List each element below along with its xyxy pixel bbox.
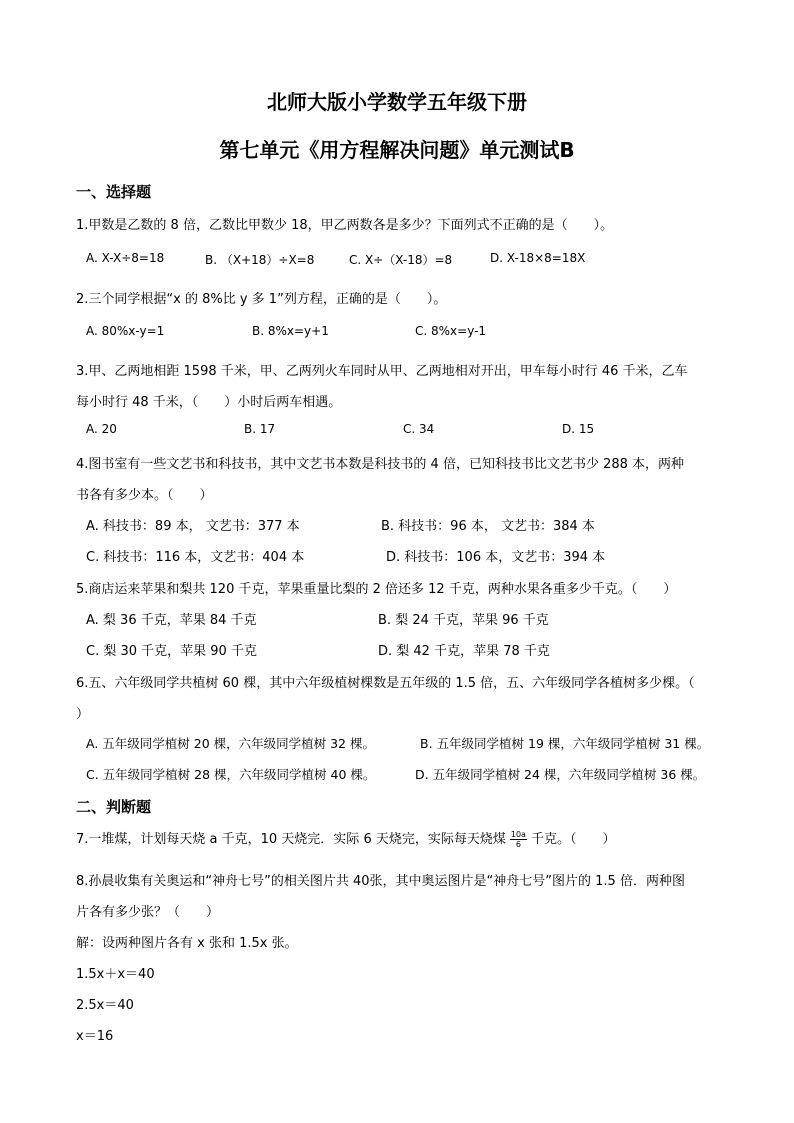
q4-option-d: D. 科技书：106 本，文艺书：394 本 [386, 550, 606, 565]
q6-option-d: D. 五年级同学植树 24 棵，六年级同学植树 36 棵。 [415, 767, 706, 782]
solution-line-2: 1.5x＋x＝40 [76, 967, 155, 982]
q5-option-a: A. 梨 36 千克，苹果 84 千克 [86, 613, 257, 628]
q5-option-c: C. 梨 30 千克，苹果 90 千克 [86, 644, 257, 659]
page-title: 北师大版小学数学五年级下册 [267, 90, 527, 114]
q2-option-a: A. 80%x-y=1 [86, 324, 165, 338]
solution-line-3: 2.5x＝40 [76, 998, 134, 1013]
fraction [510, 830, 527, 849]
q5-option-d: D. 梨 42 千克，苹果 78 千克 [378, 644, 550, 659]
question-7-tail: 千克。（ ） [530, 832, 616, 847]
fraction-denominator: 6 [515, 840, 521, 849]
q1-option-b: B. （X+18）÷X=8 [205, 253, 315, 267]
q3-option-c: C. 34 [403, 422, 435, 436]
question-8-line-1: 8.孙晨收集有关奥运和“神舟七号”的相关图片共 40张，其中奥运图片是“神舟七号”图片的 1.5 倍．两种图 [76, 874, 685, 889]
q1-option-d: D. X-18×8=18X [490, 251, 586, 265]
section-heading-choice: 一、选择题 [76, 183, 152, 201]
q4-option-b: B. 科技书：96 本， 文艺书：384 本 [381, 519, 595, 534]
solution-line-1: 解：设两种图片各有 x 张和 1.5x 张。 [76, 936, 298, 951]
page-subtitle: 第七单元《用方程解决问题》单元测试B [219, 138, 575, 162]
q6-option-a: A. 五年级同学植树 20 棵，六年级同学植树 32 棵。 [86, 736, 375, 751]
q6-option-b: B. 五年级同学植树 19 棵，六年级同学植树 31 棵。 [420, 736, 710, 751]
question-2: 2.三个同学根据“x 的 8%比 y 多 1”列方程，正确的是（ ）。 [76, 292, 447, 307]
q3-option-b: B. 17 [244, 422, 276, 436]
q2-option-b: B. 8%x=y+1 [252, 324, 329, 338]
question-4-line-2: 书各有多少本。（ ） [76, 488, 213, 503]
question-4-line-1: 4.图书室有一些文艺书和科技书，其中文艺书本数是科技书的 4 倍，已知科技书比文艺书少 288 本，两种 [76, 457, 685, 472]
question-6-line-1: 6.五、六年级同学共植树 60 棵，其中六年级植树棵数是五年级的 1.5 倍，五、六年级同学各植树多少棵。（ [76, 676, 695, 691]
q2-option-c: C. 8%x=y-1 [415, 324, 487, 338]
q3-option-a: A. 20 [86, 422, 117, 436]
fraction-numerator: 10a [510, 830, 526, 839]
solution-line-4: x＝16 [76, 1029, 114, 1044]
q3-option-d: D. 15 [562, 422, 595, 436]
question-6-line-2: ） [76, 707, 90, 722]
question-3-line-2: 每小时行 48 千米，（ ）小时后两车相遇。 [76, 395, 342, 410]
q1-option-a: A. X-X÷8=18 [86, 251, 165, 265]
q6-option-c: C. 五年级同学植树 28 棵，六年级同学植树 40 棵。 [86, 767, 376, 782]
question-5: 5.商店运来苹果和梨共 120 千克，苹果重量比梨的 2 倍还多 12 千克，两种水果各重多少千克。（ ） [76, 582, 677, 597]
question-1: 1.甲数是乙数的 8 倍，乙数比甲数少 18，甲乙两数各是多少？下面列式不正确的是（ ）。 [76, 218, 614, 233]
q4-option-c: C. 科技书：116 本，文艺书：404 本 [86, 550, 305, 565]
q5-option-b: B. 梨 24 千克，苹果 96 千克 [378, 613, 549, 628]
q1-option-c: C. X÷（X-18）=8 [349, 253, 453, 267]
q4-option-a: A. 科技书：89 本， 文艺书：377 本 [86, 519, 300, 534]
question-8-line-2: 片各有多少张？（ ） [76, 905, 220, 920]
question-7-text: 7.一堆煤，计划每天烧 a 千克，10 天烧完．实际 6 天烧完，实际每天烧煤 [76, 832, 506, 847]
question-7 [76, 828, 615, 849]
question-3-line-1: 3.甲、乙两地相距 1598 千米，甲、乙两列火车同时从甲、乙两地相对开出，甲车每小时行 46 千米，乙车 [76, 364, 688, 379]
section-heading-judge: 二、判断题 [76, 798, 152, 816]
